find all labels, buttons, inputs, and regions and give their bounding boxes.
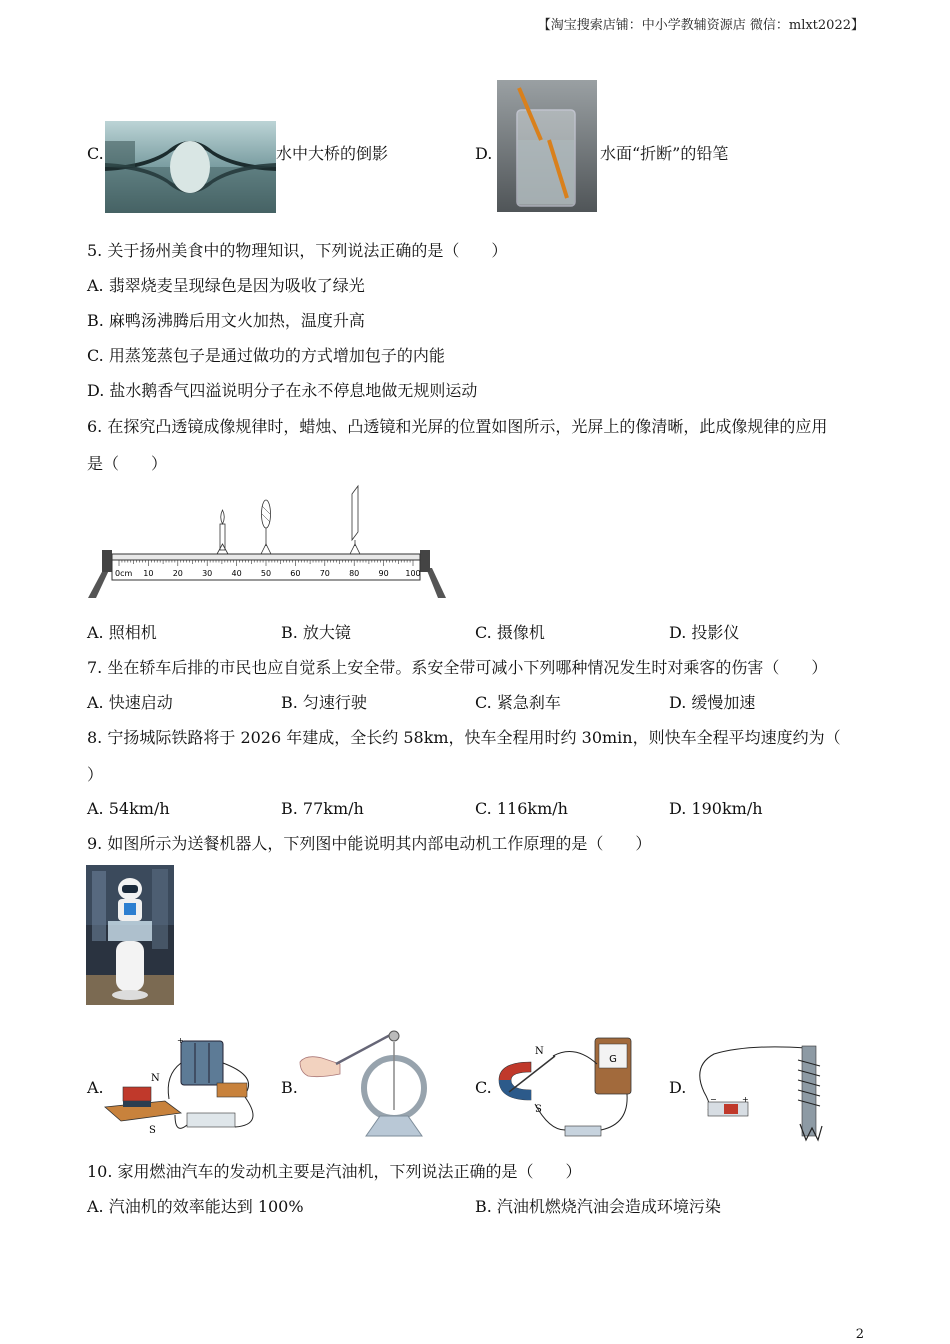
svg-text:−: − xyxy=(710,1095,717,1104)
ruler-tick-label: 60 xyxy=(290,569,301,578)
ruler-tick-label: 30 xyxy=(202,569,213,578)
ruler-tick-label: 10 xyxy=(143,569,154,578)
rheostat-icon xyxy=(187,1113,235,1127)
q5-option-a: A. 翡翠烧麦呈现绿色是因为吸收了绿光 xyxy=(87,276,365,295)
ruler-tick-label: 80 xyxy=(349,569,360,578)
q6-stem-line1: 6. 在探究凸透镜成像规律时，蜡烛、凸透镜和光屏的位置如图所示，光屏上的像清晰，此成像规律的应用 xyxy=(87,417,828,436)
q6-option-c: C. 摄像机 xyxy=(475,623,545,642)
q8-option-d: D. 190km/h xyxy=(669,799,763,818)
svg-text:S: S xyxy=(149,1125,156,1136)
candle xyxy=(217,510,228,554)
q9-option-a-diagram xyxy=(105,1035,270,1140)
q8-option-c: C. 116km/h xyxy=(475,799,568,818)
q4-d-label: D. xyxy=(475,144,493,163)
q7-option-a: A. 快速启动 xyxy=(87,693,173,712)
bench-left-leg xyxy=(88,568,110,598)
ruler-tick-label: 20 xyxy=(172,569,183,578)
q5-option-d: D. 盐水鹅香气四溢说明分子在永不停息地做无规则运动 xyxy=(87,381,478,400)
q5-option-b: B. 麻鸭汤沸腾后用文火加热，温度升高 xyxy=(87,311,365,330)
light-screen xyxy=(350,486,360,554)
battery-icon xyxy=(181,1041,223,1085)
page-number: 2 xyxy=(855,1327,864,1342)
q8-stem-line2: ） xyxy=(87,765,104,784)
page-header: 【淘宝搜索店铺：中小学教辅资源店 微信：mlxt2022】 xyxy=(537,18,864,33)
q10-option-a: A. 汽油机的效率能达到 100% xyxy=(87,1197,304,1216)
q8-stem-line1: 8. 宁扬城际铁路将于 2026 年建成，全长约 58km，快车全程用时约 30min，则快车全程平均速度约为（ xyxy=(87,728,841,747)
q9-option-a-label: A. xyxy=(87,1078,104,1097)
q9-option-c-label: C. xyxy=(475,1078,492,1097)
q6-option-b: B. 放大镜 xyxy=(281,623,351,642)
svg-text:+: + xyxy=(177,1036,184,1045)
q8-option-a: A. 54km/h xyxy=(87,799,170,818)
bench-rail xyxy=(112,554,420,560)
q7-stem: 7. 坐在轿车后排的市民也应自觉系上安全带。系安全带可减小下列哪种情况发生时对乘客的伤害（ ） xyxy=(87,658,828,677)
q9-stem: 9. 如图所示为送餐机器人，下列图中能说明其内部电动机工作原理的是（ ） xyxy=(87,834,652,853)
bench-right-leg xyxy=(426,568,446,598)
ruler-tick-label: 100 xyxy=(405,569,421,578)
q9-option-c-diagram xyxy=(495,1034,635,1142)
hand-icon xyxy=(300,1057,340,1077)
q7-option-d: D. 缓慢加速 xyxy=(669,693,756,712)
q5-stem: 5. 关于扬州美食中的物理知识，下列说法正确的是（ ） xyxy=(87,241,508,260)
bench-right-end xyxy=(420,550,430,572)
q9-option-b-label: B. xyxy=(281,1078,298,1097)
electromagnet-nail-icon xyxy=(802,1046,816,1136)
ruler-tick-label: 70 xyxy=(319,569,330,578)
magnet-icon xyxy=(123,1087,151,1101)
q6-stem-line2: 是（ ） xyxy=(87,454,168,473)
ruler-tick-label: 50 xyxy=(260,569,272,578)
q9-option-d-diagram xyxy=(688,1040,828,1142)
q10-option-b: B. 汽油机燃烧汽油会造成环境污染 xyxy=(475,1197,721,1216)
q4-d-caption: 水面“折断”的铅笔 xyxy=(600,144,729,163)
svg-text:+: + xyxy=(742,1095,749,1104)
ruler-tick-label: 40 xyxy=(231,569,242,578)
q4-c-caption: 水中大桥的倒影 xyxy=(276,144,389,163)
q4-c-label: C. xyxy=(87,144,104,163)
q6-option-a: A. 照相机 xyxy=(87,623,157,642)
q7-option-c: C. 紧急刹车 xyxy=(475,693,561,712)
ruler-tick-label: 90 xyxy=(378,569,389,578)
q7-option-b: B. 匀速行驶 xyxy=(281,693,367,712)
broken-pencil-image xyxy=(497,80,597,212)
bench-left-end xyxy=(102,550,112,572)
ruler-unit-label: 0cm xyxy=(115,569,133,578)
q8-option-b: B. 77km/h xyxy=(281,799,364,818)
switch-icon xyxy=(217,1083,247,1097)
switch-icon xyxy=(565,1126,601,1136)
svg-text:G: G xyxy=(609,1054,617,1065)
delivery-robot-image xyxy=(86,865,174,1005)
q9-option-d-label: D. xyxy=(669,1078,687,1097)
q10-stem: 10. 家用燃油汽车的发动机主要是汽油机，下列说法正确的是（ ） xyxy=(87,1162,582,1181)
bridge-reflection-image xyxy=(105,121,276,213)
q5-option-c: C. 用蒸笼蒸包子是通过做功的方式增加包子的内能 xyxy=(87,346,445,365)
q9-option-b-diagram xyxy=(300,1024,440,1142)
svg-text:N: N xyxy=(151,1073,160,1084)
optical-bench-diagram xyxy=(88,484,448,602)
svg-text:S: S xyxy=(535,1104,542,1115)
q6-option-d: D. 投影仪 xyxy=(669,623,740,642)
convex-lens xyxy=(261,500,271,554)
svg-text:N: N xyxy=(535,1046,544,1057)
